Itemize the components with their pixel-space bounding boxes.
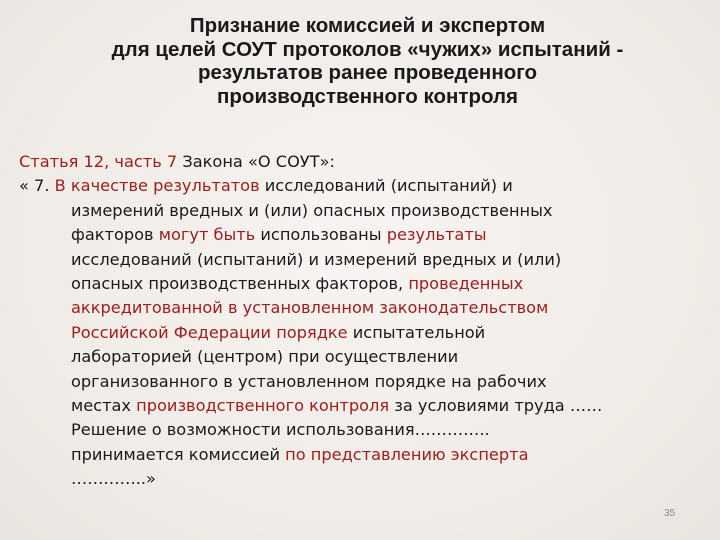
title-line: для целей СОУТ протоколов «чужих» испытаний -	[111, 37, 624, 61]
text-run: использованы	[255, 225, 387, 245]
text-run: организованного в установленном порядке на рабочих	[71, 371, 547, 391]
text-run: « 7.	[19, 176, 55, 196]
highlighted-text: могут быть	[158, 225, 256, 245]
body-line	[19, 272, 709, 296]
body-line	[19, 467, 709, 491]
text-run: исследований (испытаний) и измерений вредных и (или)	[71, 249, 562, 269]
slide-title	[40, 14, 695, 108]
body-line	[19, 418, 709, 442]
highlighted-text: по представлению эксперта	[285, 444, 529, 464]
slide-body	[19, 150, 709, 491]
highlighted-text: Российской Федерации порядке	[71, 322, 348, 342]
text-run: Закона «О СОУТ»:	[177, 152, 335, 171]
text-run: принимается комиссией	[71, 444, 286, 464]
text-run: Решение о возможности использования…………..	[71, 420, 490, 440]
text-run: местах	[71, 395, 137, 415]
body-line	[19, 443, 709, 467]
text-run: измерений вредных и (или) опасных производственных	[71, 200, 553, 220]
page-number: 35	[664, 508, 676, 519]
text-run: лабораторией (центром) при осуществлении	[71, 347, 459, 367]
text-run: за условиями труда ……	[389, 395, 603, 415]
body-line	[19, 248, 709, 272]
body-line	[19, 296, 709, 320]
text-run: испытательной	[347, 322, 486, 342]
body-line	[19, 321, 709, 345]
body-line	[19, 199, 709, 223]
text-run: исследований (испытаний) и	[259, 176, 513, 196]
body-line	[19, 345, 709, 369]
law-reference: Статья 12, часть 7	[19, 152, 178, 171]
highlighted-text: производственного контроля	[136, 395, 390, 415]
highlighted-text: результаты	[386, 225, 487, 245]
text-run: …………..»	[71, 469, 156, 489]
body-line	[19, 394, 709, 418]
body-line	[19, 223, 709, 247]
body-line	[19, 150, 709, 174]
title-line: производственного контроля	[217, 84, 518, 108]
title-line: Признание комиссией и экспертом	[189, 14, 546, 37]
text-run: опасных производственных факторов,	[71, 273, 409, 293]
text-run: факторов	[71, 225, 159, 245]
body-line	[19, 370, 709, 394]
highlighted-text: аккредитованной в установленном законодательством	[71, 298, 549, 318]
body-line	[19, 174, 709, 198]
highlighted-text: проведенных	[408, 273, 524, 293]
highlighted-text: В качестве результатов	[54, 176, 260, 196]
title-line: результатов ранее проведенного	[197, 61, 538, 84]
